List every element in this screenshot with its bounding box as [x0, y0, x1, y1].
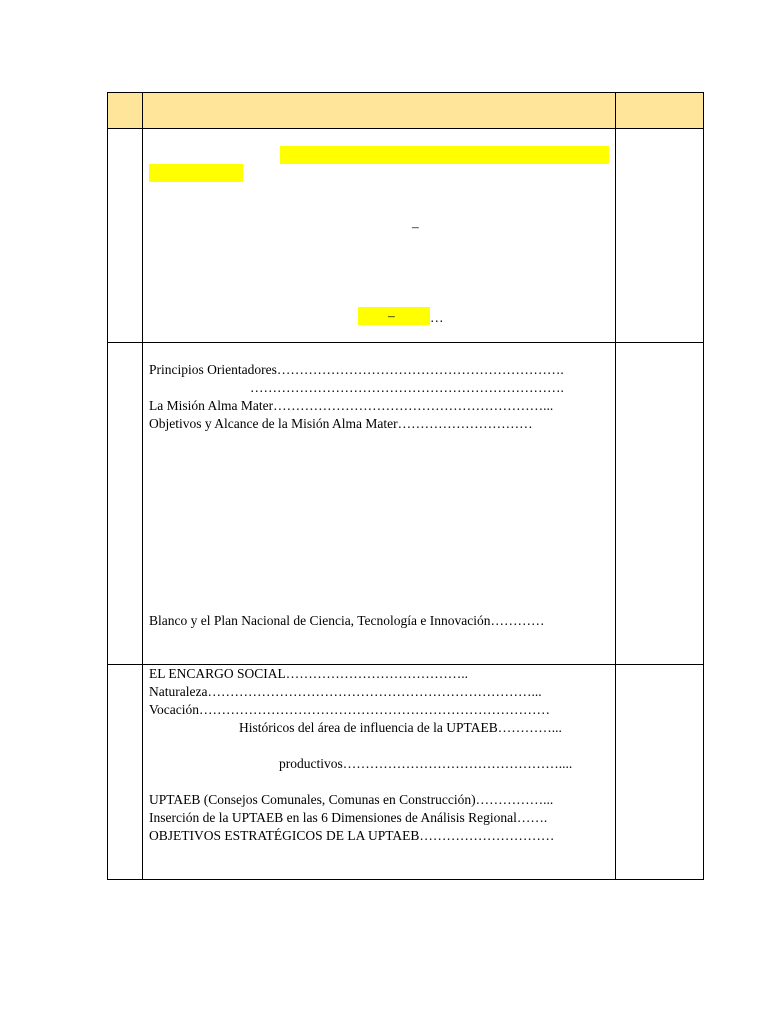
rule-col1 [142, 92, 143, 880]
row1-dash: – [412, 219, 419, 234]
row1-ellipsis: … [430, 310, 444, 325]
toc-entry-plan-nacional: Blanco y el Plan Nacional de Ciencia, Tecnología e Innovación………… [149, 613, 545, 628]
toc-entry-encargo-social: EL ENCARGO SOCIAL………………………………….. [149, 666, 468, 681]
rule-left [107, 92, 108, 880]
toc-entry-uptaeb-consejos: UPTAEB (Consejos Comunales, Comunas en Construcción)……………... [149, 792, 554, 807]
highlight-block-1 [280, 146, 609, 164]
toc-entry-mision: La Misión Alma Mater……………………………………………………... [149, 398, 554, 413]
toc-entry-naturaleza: Naturaleza………………………………………………………………... [149, 684, 542, 699]
rule-col2 [615, 92, 616, 880]
row1-dash-highlighted: – [388, 308, 395, 323]
toc-entry-historicos: Históricos del área de influencia de la UPTAEB…………... [239, 720, 562, 735]
toc-entry-continuation: ……………………………………………………………. [250, 380, 564, 395]
toc-entry-principios: Principios Orientadores………………………………………………………. [149, 362, 564, 377]
highlight-block-2 [149, 164, 243, 182]
toc-entry-insercion: Inserción de la UPTAEB en las 6 Dimensiones de Análisis Regional……. [149, 810, 548, 825]
toc-entry-productivos: productivos………………………………………….... [279, 756, 573, 771]
rule-right [703, 92, 704, 880]
toc-entry-objetivos-estrategicos: OBJETIVOS ESTRATÉGICOS DE LA UPTAEB………………………… [149, 828, 555, 843]
toc-entry-vocacion: Vocación…………………………………………………………………… [149, 702, 550, 717]
toc-entry-objetivos: Objetivos y Alcance de la Misión Alma Mater………………………… [149, 416, 533, 431]
